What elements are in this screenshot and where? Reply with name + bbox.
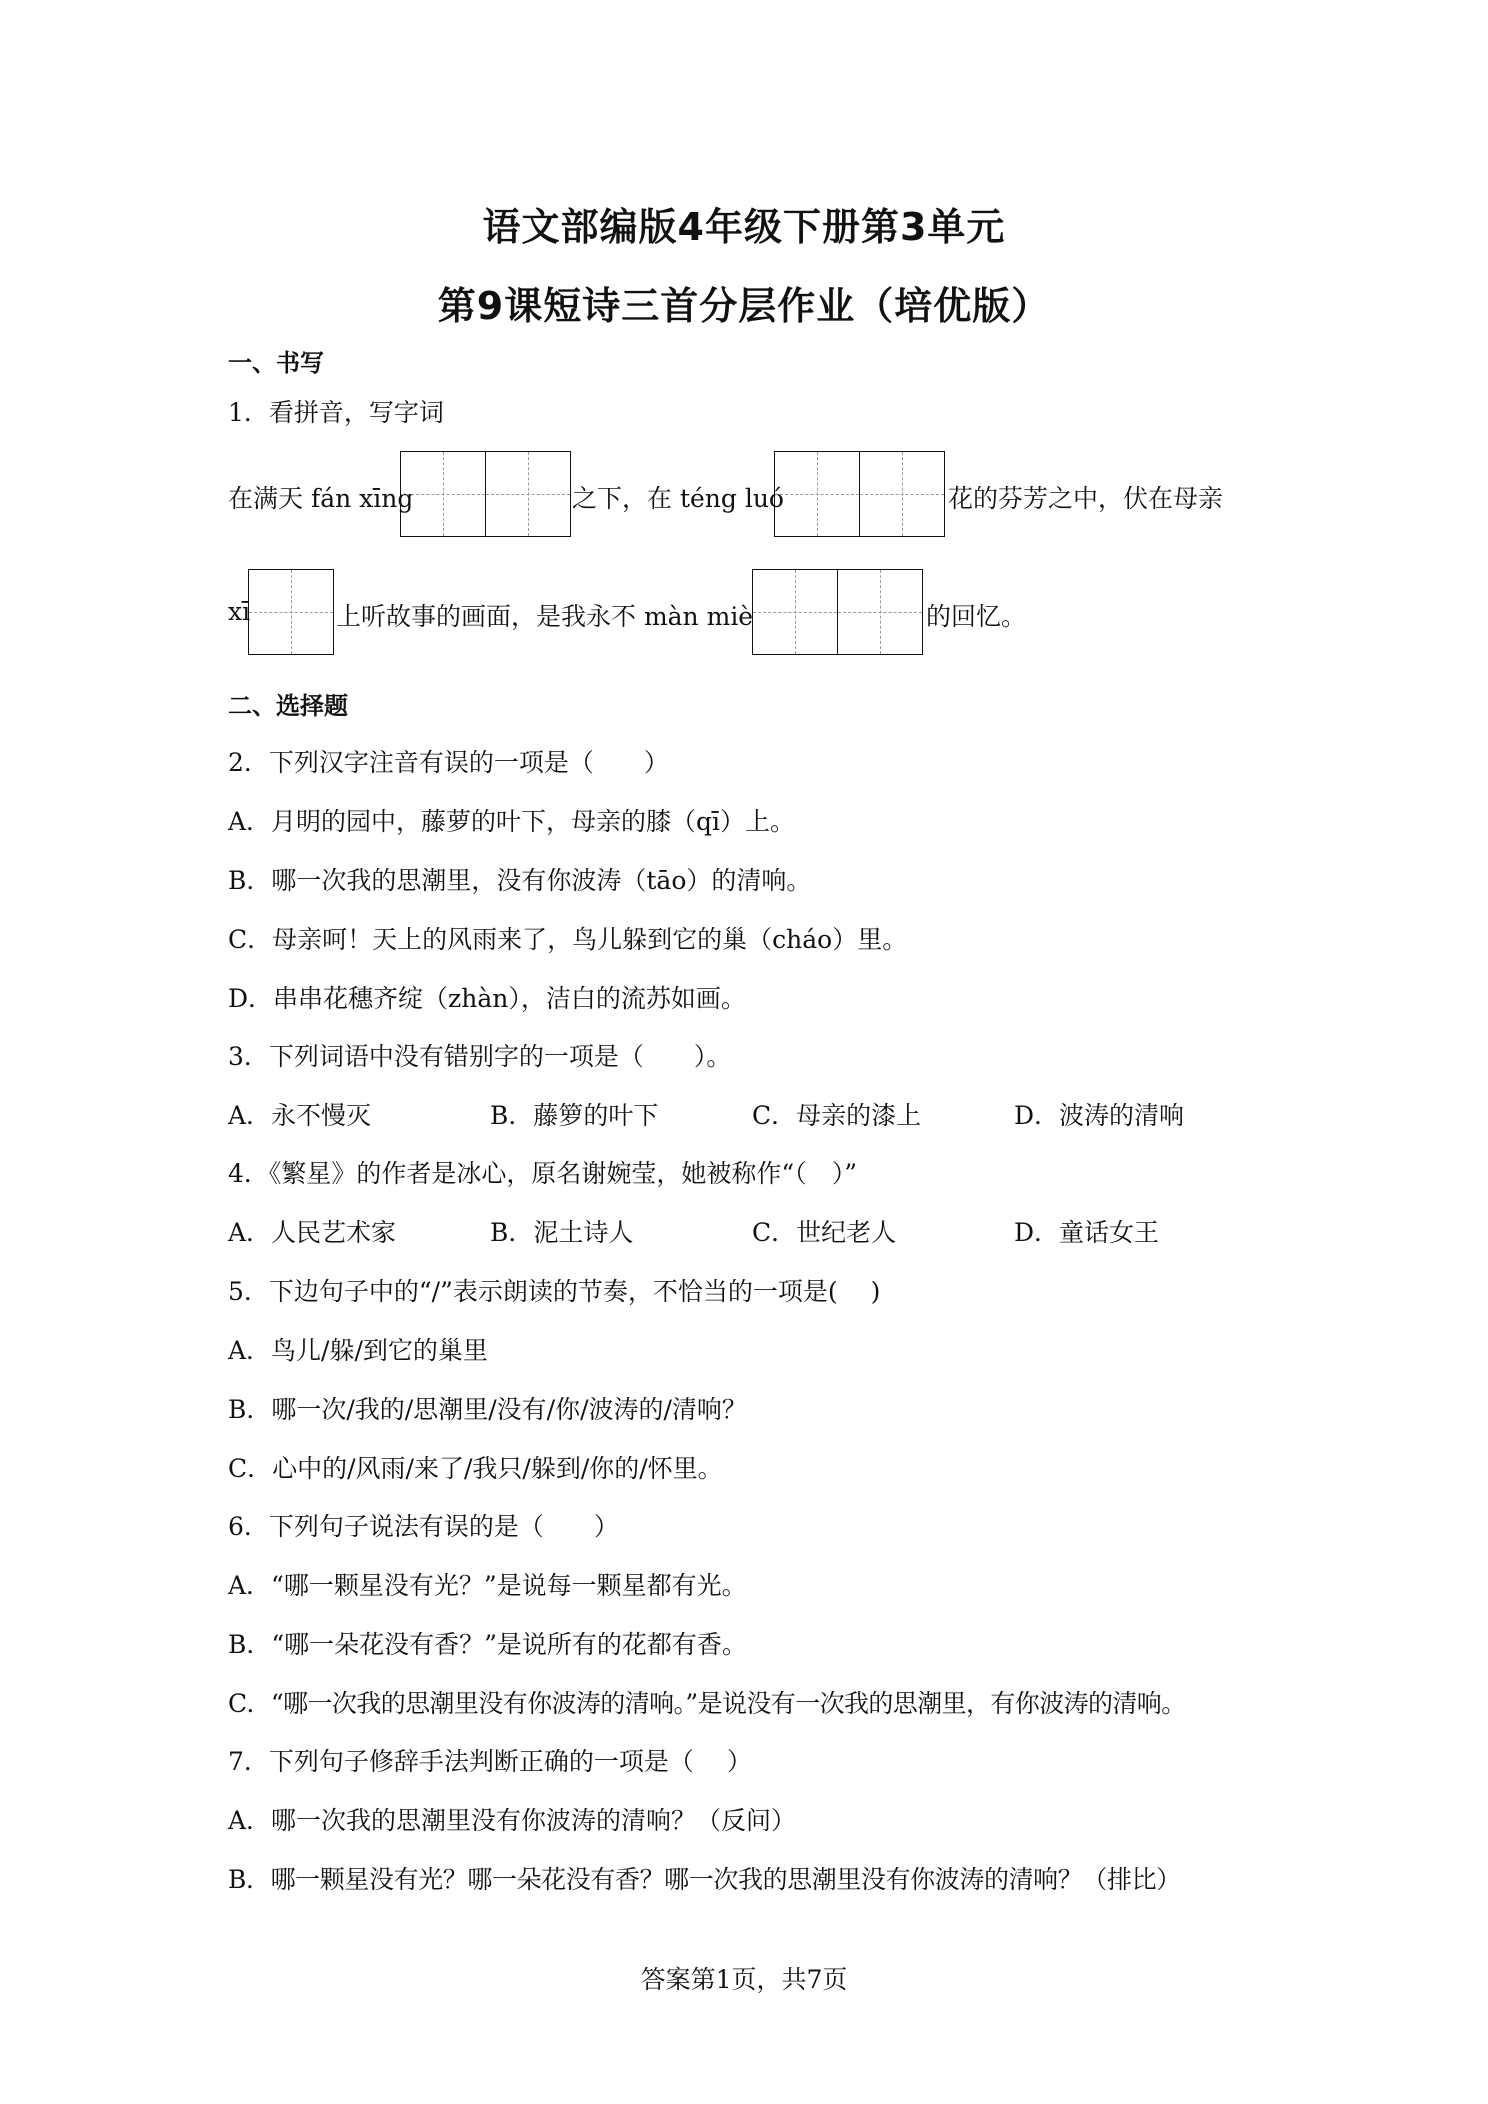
option-a[interactable]: A．永不慢灭	[228, 1101, 372, 1130]
writing-cell[interactable]	[752, 569, 838, 655]
writing-grid-fanxing[interactable]	[400, 451, 571, 537]
writing-grid-xi[interactable]	[248, 569, 334, 655]
option-d[interactable]: D．串串花穗齐绽（zhàn），洁白的流苏如画。	[228, 984, 746, 1013]
page-subtitle: 第9课短诗三首分层作业（培优版）	[437, 284, 1051, 328]
option-a[interactable]: A．哪一次我的思潮里没有你波涛的清响？（反问）	[228, 1806, 797, 1835]
option-a[interactable]: A．月明的园中，藤萝的叶下，母亲的膝（qī）上。	[228, 807, 796, 836]
pinyin-text: 的回忆。	[926, 602, 1027, 631]
option-b[interactable]: B．哪一次我的思潮里，没有你波涛（tāo）的清响。	[228, 866, 812, 895]
section-heading-writing: 一、书写	[228, 349, 324, 377]
option-b[interactable]: B．哪一颗星没有光？哪一朵花没有香？哪一次我的思潮里没有你波涛的清响？（排比）	[228, 1865, 1181, 1894]
option-d[interactable]: D．童话女王	[1014, 1218, 1160, 1247]
option-d[interactable]: D．波涛的清响	[1014, 1101, 1185, 1130]
question-3-stem: 3．下列词语中没有错别字的一项是（ ）。	[228, 1042, 732, 1071]
writing-cell[interactable]	[248, 569, 334, 655]
question-2-stem: 2．下列汉字注音有误的一项是（ ）	[228, 748, 669, 777]
pinyin-text: xī	[228, 597, 251, 626]
pinyin-text: 上听故事的画面，是我永不 màn miè	[336, 602, 754, 631]
pinyin-text: 花的芬芳之中，伏在母亲	[948, 484, 1224, 513]
option-c[interactable]: C．“哪一次我的思潮里没有你波涛的清响。”是说没有一次我的思潮里，有你波涛的清响。	[228, 1689, 1186, 1718]
option-c[interactable]: C．心中的/风雨/来了/我只/躲到/你的/怀里。	[228, 1454, 723, 1483]
option-c[interactable]: C．母亲呵！天上的风雨来了，鸟儿躲到它的巢（cháo）里。	[228, 925, 908, 954]
option-c[interactable]: C．母亲的漆上	[752, 1101, 922, 1130]
option-b[interactable]: B．藤箩的叶下	[490, 1101, 659, 1130]
page-footer: 答案第1页，共7页	[640, 1965, 848, 1994]
option-a[interactable]: A．人民艺术家	[228, 1218, 397, 1247]
option-c[interactable]: C．世纪老人	[752, 1218, 897, 1247]
option-a[interactable]: A．“哪一颗星没有光？”是说每一颗星都有光。	[228, 1571, 747, 1600]
writing-grid-manmie[interactable]	[752, 569, 923, 655]
pinyin-row-1	[228, 451, 1328, 537]
question-6-stem: 6．下列句子说法有误的是（ ）	[228, 1512, 619, 1541]
writing-cell[interactable]	[838, 569, 923, 655]
question-5-stem: 5．下边句子中的“/”表示朗读的节奏，不恰当的一项是( )	[228, 1277, 881, 1306]
option-a[interactable]: A．鸟儿/躲/到它的巢里	[228, 1336, 488, 1365]
question-4-stem: 4．《繁星》的作者是冰心，原名谢婉莹，她被称作“（ ）”	[228, 1159, 857, 1188]
writing-cell[interactable]	[400, 451, 486, 537]
writing-cell[interactable]	[486, 451, 571, 537]
pinyin-row-2	[228, 569, 1328, 655]
writing-cell[interactable]	[860, 451, 945, 537]
option-b[interactable]: B．泥土诗人	[490, 1218, 634, 1247]
option-b[interactable]: B．哪一次/我的/思潮里/没有/你/波涛的/清响？	[228, 1395, 747, 1424]
option-b[interactable]: B．“哪一朵花没有香？”是说所有的花都有香。	[228, 1630, 747, 1659]
writing-grid-tengluo[interactable]	[774, 451, 945, 537]
pinyin-text: 之下，在 téng luó	[572, 484, 784, 513]
page-title: 语文部编版4年级下册第3单元	[482, 205, 1006, 249]
writing-cell[interactable]	[774, 451, 860, 537]
question-1-stem: 1．看拼音，写字词	[228, 398, 444, 427]
section-heading-choice: 二、选择题	[228, 692, 348, 720]
pinyin-text: 在满天 fán xīng	[228, 484, 414, 513]
question-7-stem: 7．下列句子修辞手法判断正确的一项是（ ）	[228, 1747, 752, 1776]
